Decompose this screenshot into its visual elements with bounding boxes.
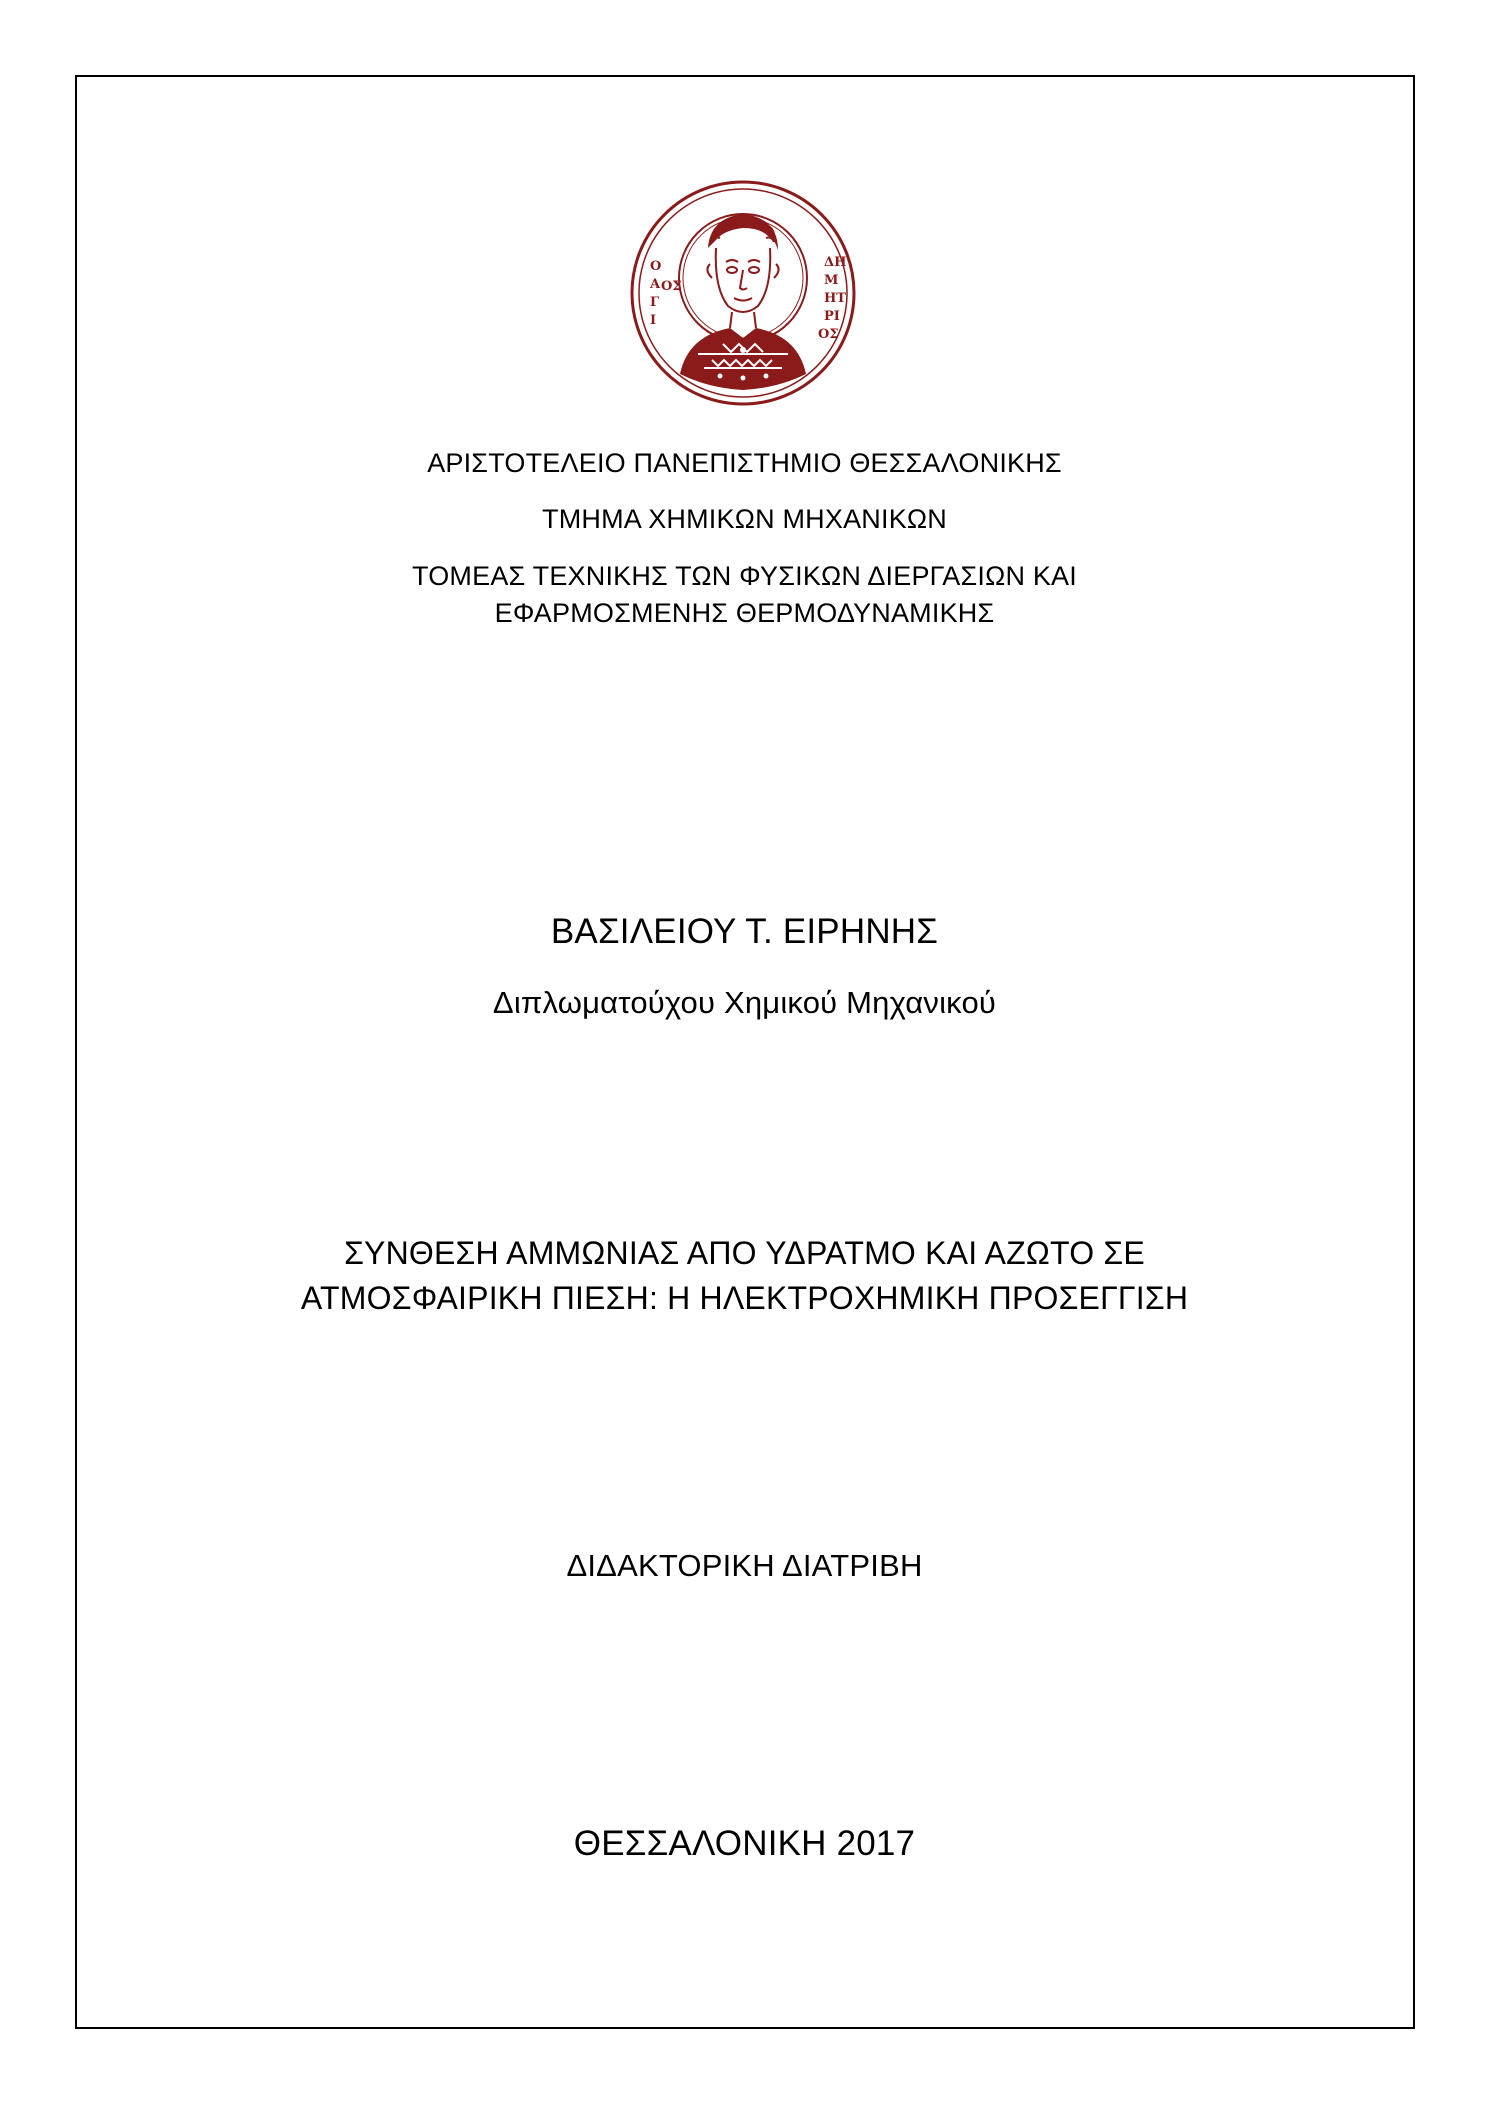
department-name: ΤΜΗΜΑ ΧΗΜΙΚΩΝ ΜΗΧΑΝΙΚΩΝ	[542, 504, 947, 534]
section-name-line-1: ΤΟΜΕΑΣ ΤΕΧΝΙΚΗΣ ΤΩΝ ΦΥΣΙΚΩΝ ΔΙΕΡΓΑΣΙΩΝ ΚΑΙ	[412, 561, 1077, 591]
svg-text:ΔΗ: ΔΗ	[824, 255, 847, 270]
svg-text:Γ: Γ	[650, 295, 660, 310]
thesis-type: ΔΙΔΑΚΤΟΡΙΚΗ ΔΙΑΤΡΙΒΗ	[566, 1548, 923, 1583]
svg-text:ΡΙ: ΡΙ	[824, 309, 840, 324]
university-name: ΑΡΙΣΤΟΤΕΛΕΙΟ ΠΑΝΕΠΙΣΤΗΜΙΟ ΘΕΣΣΑΛΟΝΙΚΗΣ	[427, 448, 1062, 478]
place-and-year: ΘΕΣΣΑΛΟΝΙΚΗ 2017	[573, 1824, 916, 1863]
section-name-line-2: ΕΦΑΡΜΟΣΜΕΝΗΣ ΘΕΡΜΟΔΥΝΑΜΙΚΗΣ	[494, 598, 995, 628]
svg-text:ΗΤ: ΗΤ	[824, 291, 846, 306]
author-degree: Διπλωματούχου Χημικού Μηχανικού	[492, 985, 997, 1020]
svg-text:Ο: Ο	[650, 259, 662, 274]
svg-text:Ι: Ι	[650, 313, 657, 328]
svg-text:ΟΣ: ΟΣ	[818, 327, 839, 342]
svg-text:ΟΣ: ΟΣ	[661, 279, 682, 294]
author-name: ΒΑΣΙΛΕΙΟΥ Τ. ΕΙΡΗΝΗΣ	[550, 912, 939, 951]
svg-text:Μ: Μ	[824, 273, 839, 288]
university-seal-logo	[628, 178, 858, 408]
thesis-title-line-1: ΣΥΝΘΕΣΗ ΑΜΜΩΝΙΑΣ ΑΠΟ ΥΔΡΑΤΜΟ ΚΑΙ ΑΖΩΤΟ ΣΕ	[344, 1235, 1145, 1271]
svg-text:Α: Α	[650, 277, 661, 292]
thesis-title-line-2: ΑΤΜΟΣΦΑΙΡΙΚΗ ΠΙΕΣΗ: Η ΗΛΕΚΤΡΟΧΗΜΙΚΗ ΠΡΟΣΕΓΓΙΣΗ	[300, 1280, 1189, 1316]
